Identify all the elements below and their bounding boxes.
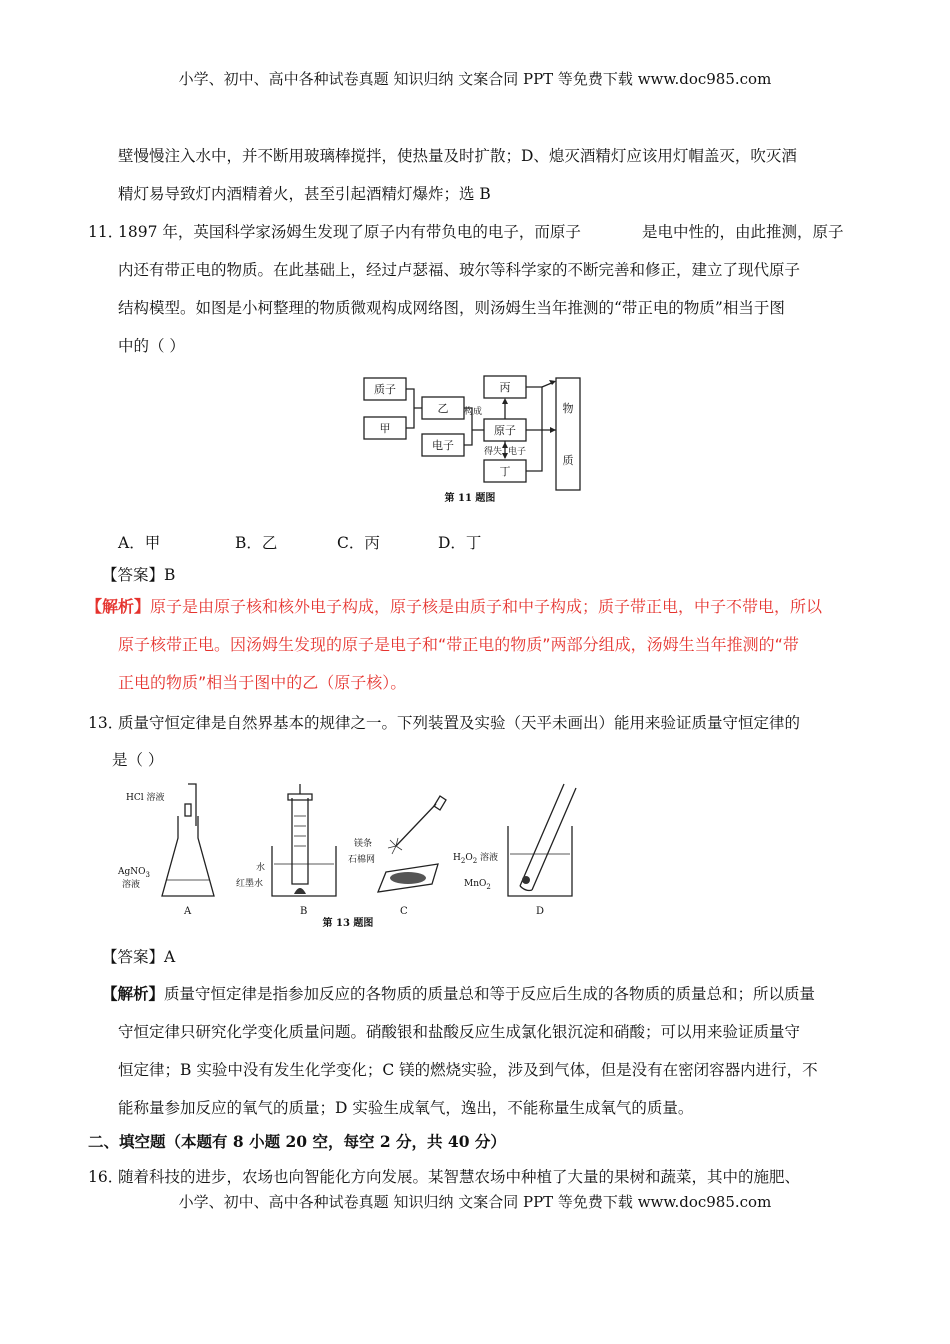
label-b: B [300,906,308,917]
page-header: 小学、初中、高中各种试卷真题 知识归纳 文案合同 PPT 等免费下载 www.doc985.com [178,70,772,88]
q11-line-1b: 是电中性的，由此推测，原子 [642,223,844,241]
q11-option-a: A．甲 [118,534,161,552]
label-d: D [536,906,545,917]
label-mno2-a: MnO [464,879,487,889]
q11-line-4: 中的（ ） [118,337,185,355]
label-h2o2 [453,851,498,865]
label-matter-1: 物 [562,402,574,415]
q13-explanation-3: 恒定律；B 实验中没有发生化学变化；C 镁的燃烧实验，涉及到气体，但是没有在密闭容器内进行，不 [118,1061,818,1079]
continuation-line-2: 精灯易导致灯内酒精着火，甚至引起酒精灯爆炸；选 B [118,185,491,203]
q13-explanation-text-1: 质量守恒定律是指参加反应的各物质的质量总和等于反应后生成的各物质的质量总和；所以质量 [164,985,816,1003]
q11-explanation-text-1: 原子是由原子核和核外电子构成，原子核是由质子和中子构成；质子带正电，中子不带电，所以 [150,597,823,616]
label-proton: 质子 [374,383,396,396]
label-h2o2-sub-2: 2 [472,857,478,865]
q16-number: 16． [88,1168,124,1186]
apparatus-b [272,784,336,896]
label-c: C [400,906,408,917]
label-atom: 原子 [494,424,516,437]
q11-option-b: B．乙 [235,534,278,552]
label-red-ink: 红墨水 [236,879,264,889]
label-yi: 乙 [437,402,449,415]
label-bing: 丙 [499,381,511,394]
q11-option-c: C．丙 [337,534,380,552]
q11-line-1a: 1897 年，英国科学家汤姆生发现了原子内有带负电的电子，而原子 [118,223,581,241]
apparatus-a [162,784,214,896]
q13-number: 13． [88,714,124,732]
label-mno2-sub: 2 [486,883,491,891]
q11-figure [356,370,588,506]
q11-option-d: D．丁 [438,534,482,552]
label-mg: 镁条 [354,839,373,849]
q11-line-3: 结构模型。如图是小柯整理的物质微观构成网络图，则汤姆生当年推测的“带正电的物质”相当于图 [118,299,785,317]
label-water: 水 [256,863,266,873]
q13-explanation-1 [102,975,815,1013]
label-h2o2-solution: 溶液 [477,853,499,863]
q13-line-2: 是（ ） [112,751,164,769]
label-mno2 [464,879,491,891]
label-a: A [184,906,192,917]
label-h2o2-sub-1: 2 [460,857,466,865]
page-footer: 小学、初中、高中各种试卷真题 知识归纳 文案合同 PPT 等免费下载 www.doc985.com [178,1193,772,1211]
label-agno3-a: AgNO [118,867,146,877]
q11-explanation-label: 【解析】 [86,597,151,616]
label-hcl: HCl 溶液 [126,793,165,803]
q13-line-1: 质量守恒定律是自然界基本的规律之一。下列装置及实验（天平未画出）能用来验证质量守恒定律的 [118,714,801,732]
q11-answer: 【答案】B [102,566,176,584]
label-asbestos: 石棉网 [348,855,376,865]
q16-line-1: 随着科技的进步，农场也向智能化方向发展。某智慧农场中种植了大量的果树和蔬菜，其中的施肥、 [118,1168,801,1186]
q13-explanation-label: 【解析】 [102,984,165,1003]
label-electron: 电子 [432,439,454,452]
apparatus-d [508,784,576,896]
label-electron-2: 电子 [508,447,527,457]
q13-explanation-4: 能称量参加反应的氧气的质量；D 实验生成氧气，逸出，不能称量生成氧气的质量。 [118,1099,694,1117]
q11-line-2: 内还有带正电的物质。在此基础上，经过卢瑟福、玻尔等科学家的不断完善和修正，建立了现代原子 [118,261,801,279]
label-agno3-sub: 3 [145,871,150,879]
q11-explanation-3: 正电的物质”相当于图中的乙（原子核）。 [118,673,407,692]
label-matter-2: 质 [562,454,574,467]
q13-answer: 【答案】A [102,948,176,966]
label-h2o2-h: H [453,853,461,863]
q11-number: 11． [88,223,124,241]
label-compose: 构成 [463,407,482,417]
q11-explanation-2: 原子核带正电。因汤姆生发现的原子是电子和“带正电的物质”两部分组成，汤姆生当年推测的“带 [118,635,799,654]
q13-explanation-2: 守恒定律只研究化学变化质量问题。硝酸银和盐酸反应生成氯化银沉淀和硝酸；可以用来验证质量守 [118,1023,801,1041]
label-ding: 丁 [499,465,511,478]
q13-figure [96,776,596,932]
label-jia: 甲 [379,422,391,435]
q11-explanation-1 [86,588,822,626]
q13-figure-caption: 第 13 题图 [322,918,374,929]
continuation-line-1: 壁慢慢注入水中，并不断用玻璃棒搅拌，使热量及时扩散；D、熄灭酒精灯应该用灯帽盖灭，吹灭酒 [118,147,797,165]
label-h2o2-o: O [465,853,473,863]
label-agno3 [117,867,150,879]
box-matter [556,378,580,490]
label-agno3-solution: 溶液 [122,880,141,890]
q11-figure-caption: 第 11 题图 [444,493,496,504]
section-2-heading: 二、填空题（本题有 8 小题 20 空，每空 2 分，共 40 分） [88,1132,506,1151]
label-gainlose: 得失 [483,447,502,457]
